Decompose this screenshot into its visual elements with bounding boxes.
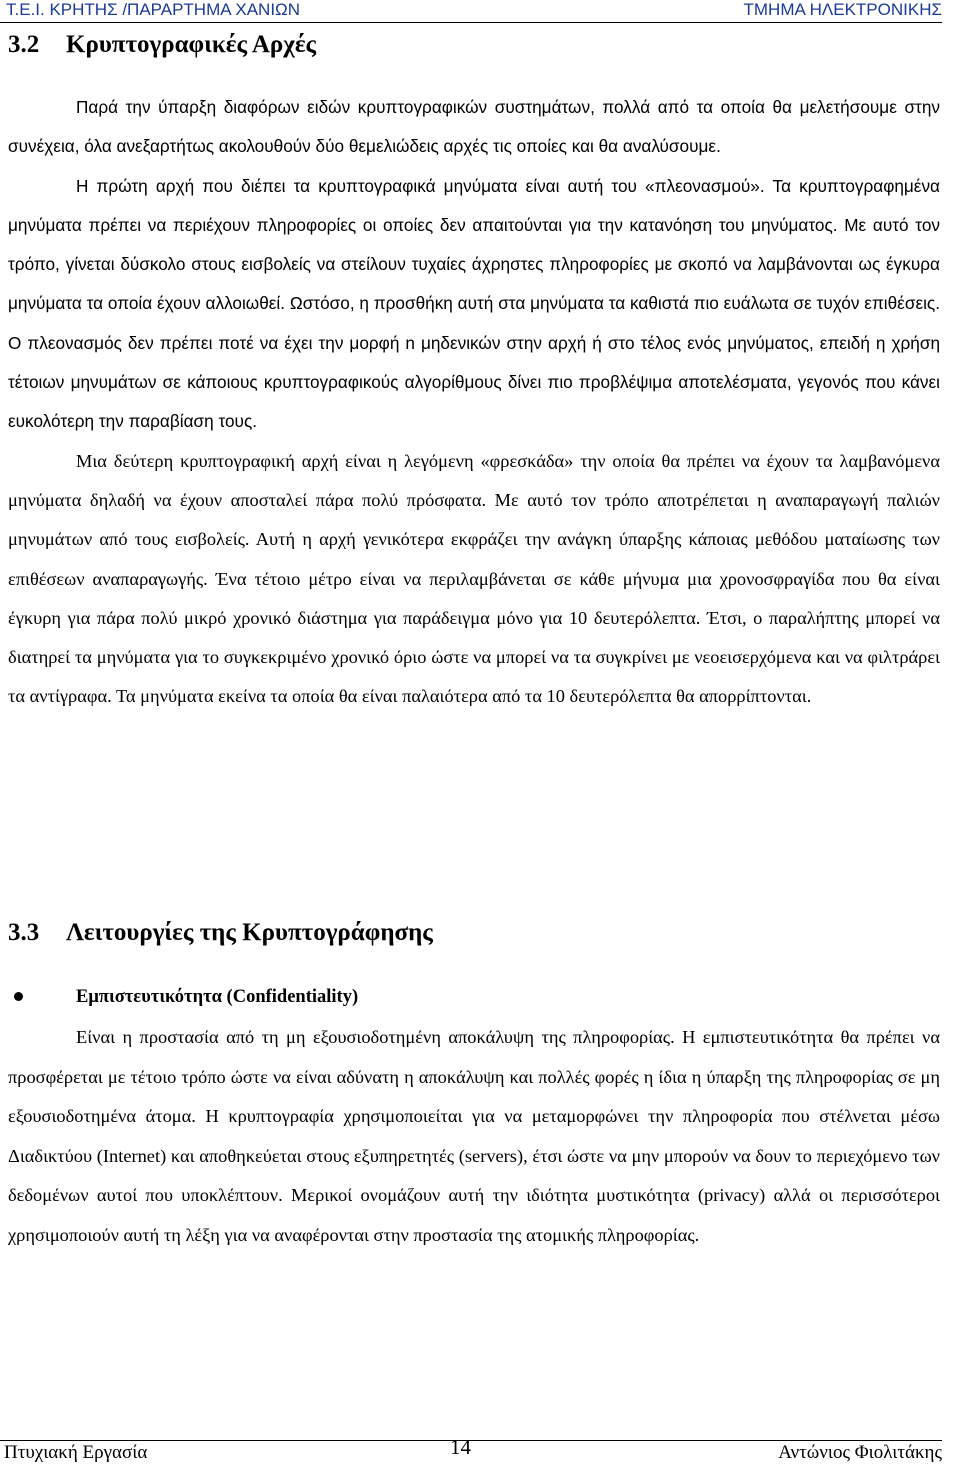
paragraph-redundancy-cont: Με αυτό τον τρόπο, γίνεται δύσκολο στους εισβολείς να στείλουν τυχαίες άχρηστες πληροφορίες με σκοπό να λαμβάνονται ως έγκυρα μηνύματα τα οποία έχουν αλλοιωθεί. Ωστόσο, η προσθήκη αυτή στα μηνύματα τα καθιστά πιο ευάλωτα σε τυχόν επιθέσεις. Ο πλεονασμός δεν πρέπει ποτέ να έχει την μορφή n μηδενικών στην αρχή ή στο τέλος ενός μηνύματος, επειδή η χρήση τέτοιων μηνυμάτων σε κάποιους κρυπτογραφικούς αλγορίθμους δίνει πιο προβλέψιμα αποτελέσματα, γεγονός που κάνει ευκολότερη την παραβίαση τους. <box>8 214 940 432</box>
paragraph-intro: Παρά την ύπαρξη διαφόρων ειδών κρυπτογραφικών συστημάτων, πολλά από τα οποία θα μελετήσουμε στην συνέχεια, όλα ανεξαρτήτως ακολουθούν δύο θεμελιώδεις αρχές τις οποίες και θα αναλύσουμε. <box>8 97 940 157</box>
section-number: 3.3 <box>8 919 40 946</box>
header-department: ΤΜΗΜΑ ΗΛΕΚΤΡΟΝΙΚΗΣ <box>743 0 942 19</box>
section-heading-3-2 <box>8 30 316 60</box>
footer-thesis-label: Πτυχιακή Εργασία <box>4 1442 148 1463</box>
footer-page-number: 14 <box>450 1435 471 1459</box>
header-institution: Τ.Ε.Ι. ΚΡΗΤΗΣ /ΠΑΡΑΡΤΗΜΑ ΧΑΝΙΩΝ <box>6 0 301 19</box>
section-3-2-body <box>8 88 940 717</box>
paragraph-redundancy-text: Η πρώτη αρχή που διέπει τα κρυπτογραφικά μηνύματα είναι αυτή του «πλεονασμού». Τα κρυπτογραφημένα μηνύματα πρέπει να περιέχουν πληροφορίες οι οποίες δεν απαιτούνται για την κατανόηση του μηνύματος. <box>8 175 940 235</box>
section-number: 3.2 <box>8 31 40 58</box>
bullet-title: Εμπιστευτικότητα (Confidentiality) <box>76 987 359 1007</box>
paragraph-redundancy <box>8 167 940 442</box>
bullet-confidentiality <box>8 982 940 1012</box>
paragraph-confidentiality: Είναι η προστασία από τη μη εξουσιοδοτημένη αποκάλυψη της πληροφορίας. Η εμπιστευτικότητα θα πρέπει να προσφέρεται με τέτοιο τρόπο ώστε να είναι αδύνατη η αποκάλυψη και πολλές φορές η ίδια η ύπαρξη της πληροφορίας σε μη εξουσιοδοτημένα άτομα. Η κρυπτογραφία χρησιμοποιείται για να μεταμορφώνει την πληροφορία που στέλνεται μέσω Διαδικτύου (Internet) και αποθηκεύεται στους εξυπηρετητές (servers), έτσι ώστε να μην μπορούν να δουν το περιεχόμενο των δεδομένων αυτοί που υποκλέπτουν. Μερικοί ονομάζουν αυτή την ιδιότητα μυστικότητα (privacy) αλλά οι περισσότεροι χρησιμοποιούν αυτή τη λέξη για να αναφέρονται στην προστασία της ατομικής πληροφορίας. <box>8 1027 940 1245</box>
section-3-3-body <box>8 1018 940 1256</box>
paragraph-freshness: Μια δεύτερη κρυπτογραφική αρχή είναι η λεγόμενη «φρεσκάδα» την οποία θα πρέπει να έχουν τα λαμβανόμενα μηνύματα δηλαδή να έχουν αποσταλεί πάρα πολύ πρόσφατα. Με αυτό τον τρόπο αποτρέπεται η αναπαραγωγή παλιών μηνυμάτων από τους εισβολείς. Αυτή η αρχή γενικότερα εκφράζει την ανάγκη ύπαρξης κάποιας μεθόδου ματαίωσης των επιθέσεων αναπαραγωγής. Ένα τέτοιο μέτρο είναι να περιλαμβάνεται σε κάθε μήνυμα μια χρονοσφραγίδα που θα είναι έγκυρη για πάρα πολύ μικρό χρονικό διάστημα για παράδειγμα μόνο για 10 δευτερόλεπτα. Έτσι, ο παραλήπτης μπορεί να διατηρεί τα μηνύματα για το συγκεκριμένο χρονικό όριο ώστε να μπορεί να τα συγκρίνει με νεοεισερχόμενα και να φιλτράρει τα αντίγραφα. Τα μηνύματα εκείνα τα οποία θα είναι παλαιότερα από τα 10 δευτερόλεπτα θα απορρίπτονται. <box>8 450 940 707</box>
section-title: Λειτουργίες της Κρυπτογράφησης <box>66 919 433 946</box>
section-title: Κρυπτογραφικές Αρχές <box>66 31 317 58</box>
bullet-icon <box>14 992 23 1001</box>
page-footer <box>0 1435 942 1465</box>
page-header <box>0 0 942 23</box>
footer-author: Αντώνιος Φιολιτάκης <box>778 1442 942 1463</box>
section-heading-3-3 <box>8 918 433 948</box>
